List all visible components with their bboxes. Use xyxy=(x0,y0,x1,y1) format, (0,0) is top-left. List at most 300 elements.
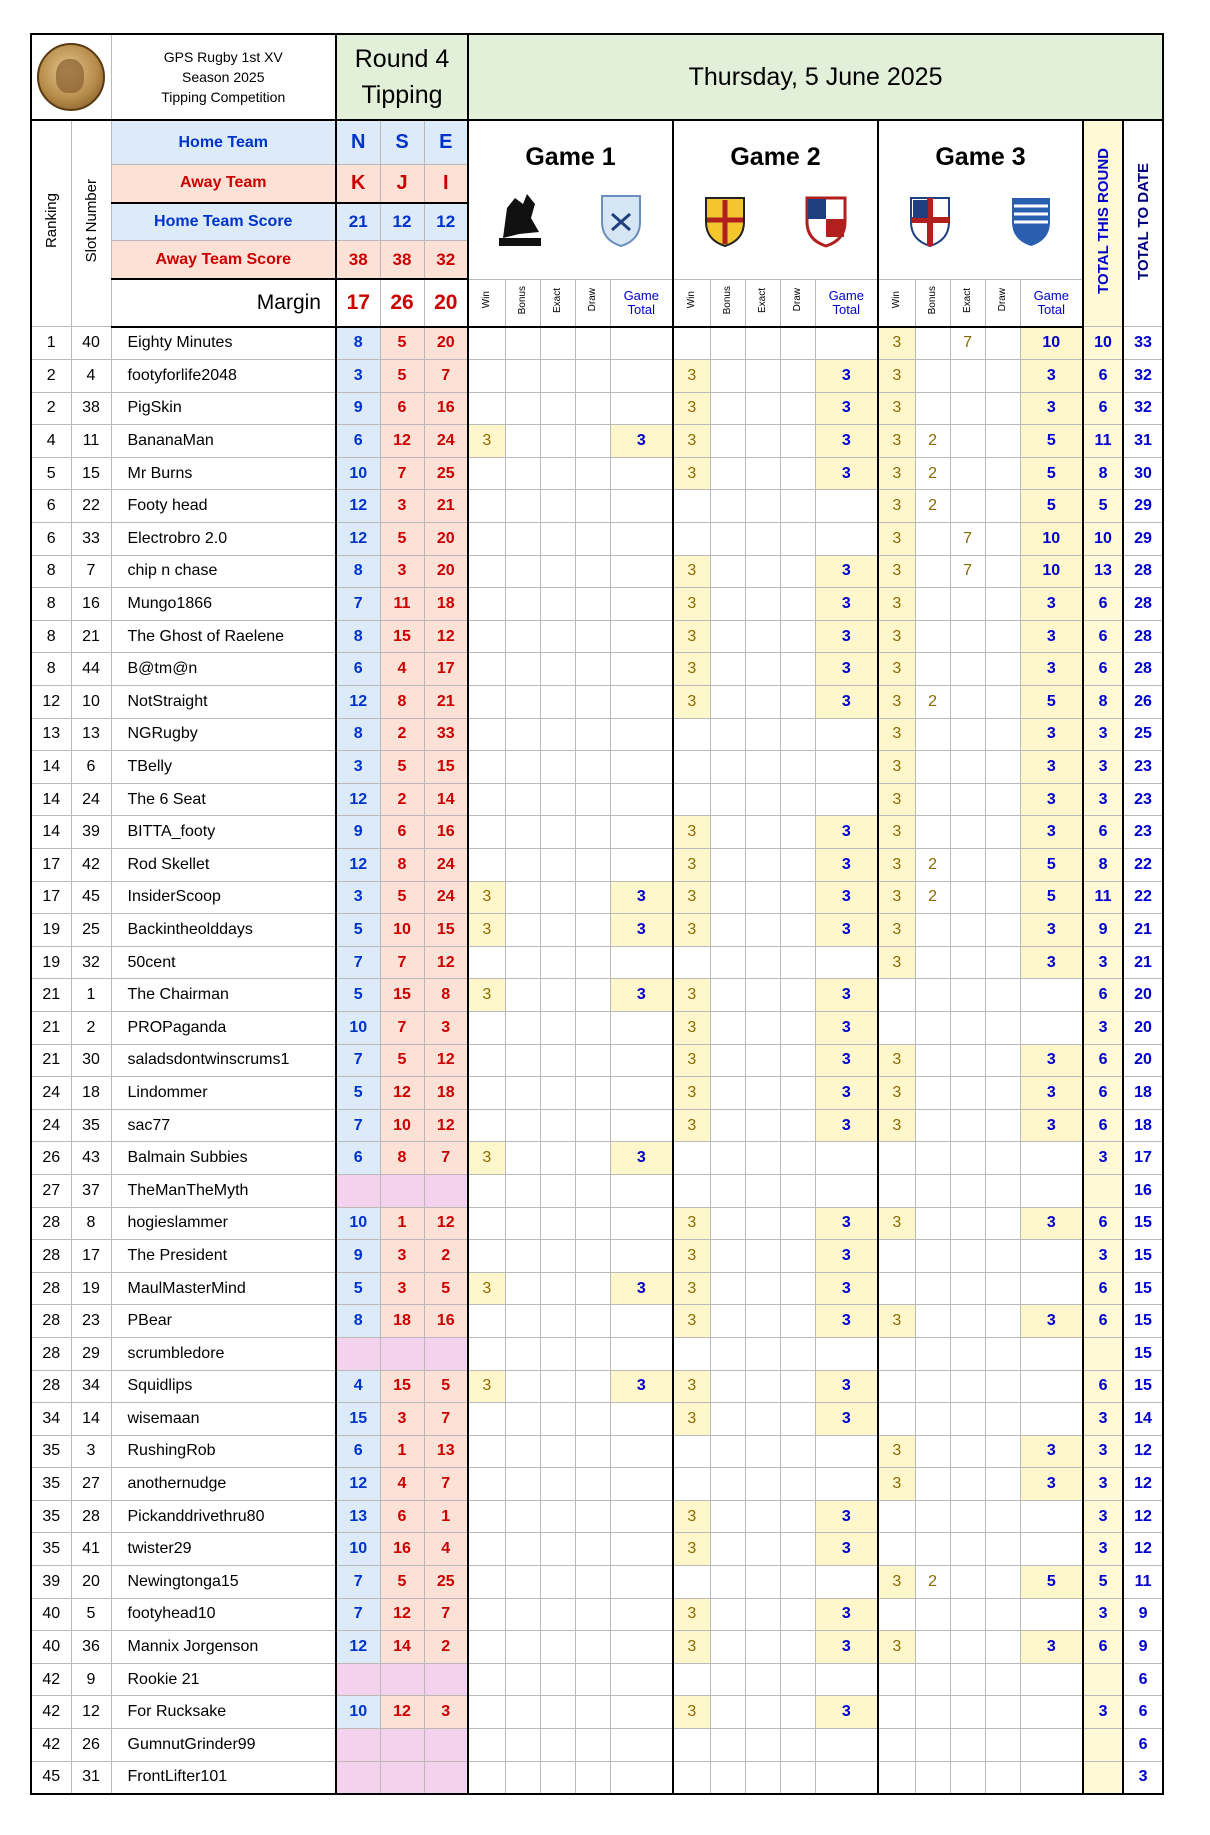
tip-game3-cell: 4 xyxy=(424,1533,468,1566)
game1-total-cell xyxy=(610,1077,673,1110)
total-to-date-cell: 29 xyxy=(1123,490,1163,523)
game3-win-cell xyxy=(878,1142,915,1175)
tip-game2-cell: 7 xyxy=(380,946,424,979)
table-row xyxy=(31,1729,1163,1762)
game3-draw-cell xyxy=(985,1109,1020,1142)
ranking-cell: 34 xyxy=(31,1403,71,1436)
game3-win-cell: 3 xyxy=(878,457,915,490)
tip-game1-cell xyxy=(336,1663,380,1696)
game2-exact-cell xyxy=(745,816,780,849)
game2-exact-cell xyxy=(745,1077,780,1110)
total-to-date-cell: 28 xyxy=(1123,555,1163,588)
margin-label: Margin xyxy=(111,279,336,326)
game1-total-cell xyxy=(610,718,673,751)
total-to-date-cell: 15 xyxy=(1123,1337,1163,1370)
game2-exact-cell xyxy=(745,523,780,556)
game2-total-cell: 3 xyxy=(815,1370,878,1403)
tip-game1-cell: 4 xyxy=(336,1370,380,1403)
total-to-date-cell: 28 xyxy=(1123,653,1163,686)
g1-win-header xyxy=(468,279,505,326)
slot-cell: 39 xyxy=(71,816,111,849)
game1-exact-cell xyxy=(540,360,575,393)
game3-draw-cell xyxy=(985,425,1020,458)
game3-win-cell: 3 xyxy=(878,718,915,751)
game2-bonus-cell xyxy=(710,1011,745,1044)
game3-exact-cell xyxy=(950,392,985,425)
game1-total-cell xyxy=(610,946,673,979)
tip-game1-cell: 13 xyxy=(336,1500,380,1533)
game3-draw-cell xyxy=(985,523,1020,556)
game2-total-cell: 3 xyxy=(815,653,878,686)
game2-exact-cell xyxy=(745,751,780,784)
table-row xyxy=(31,1663,1163,1696)
game3-total-cell: 3 xyxy=(1020,1109,1083,1142)
slot-cell: 29 xyxy=(71,1337,111,1370)
game1-bonus-cell xyxy=(505,490,540,523)
tip-game3-cell: 7 xyxy=(424,1142,468,1175)
player-name-cell: BananaMan xyxy=(111,425,336,458)
ranking-cell: 35 xyxy=(31,1435,71,1468)
table-row xyxy=(31,653,1163,686)
game1-bonus-cell xyxy=(505,686,540,719)
tip-game1-cell xyxy=(336,1761,380,1794)
game1-draw-cell xyxy=(575,588,610,621)
g2-gt-l1: Game xyxy=(828,287,864,303)
player-name-cell: The Chairman xyxy=(111,979,336,1012)
game2-bonus-cell xyxy=(710,1598,745,1631)
tip-game2-cell: 10 xyxy=(380,914,424,947)
game3-exact-cell xyxy=(950,457,985,490)
game1-bonus-cell xyxy=(505,1370,540,1403)
game1-exact-cell xyxy=(540,1566,575,1599)
game2-exact-cell xyxy=(745,392,780,425)
away-team-score-label: Away Team Score xyxy=(111,241,336,279)
ranking-cell: 42 xyxy=(31,1729,71,1762)
slot-cell: 38 xyxy=(71,392,111,425)
game1-total-cell: 3 xyxy=(610,914,673,947)
ranking-cell: 28 xyxy=(31,1240,71,1273)
game2-draw-cell xyxy=(780,327,815,360)
game1-draw-cell xyxy=(575,1468,610,1501)
player-name-cell: footyhead10 xyxy=(111,1598,336,1631)
total-this-round-cell: 6 xyxy=(1083,620,1123,653)
game2-draw-cell xyxy=(780,881,815,914)
game3-total-cell: 3 xyxy=(1020,1305,1083,1338)
tip-game2-cell: 8 xyxy=(380,1142,424,1175)
tip-game1-cell: 7 xyxy=(336,588,380,621)
game1-win-cell xyxy=(468,1696,505,1729)
game1-total-cell xyxy=(610,620,673,653)
game3-exact-cell xyxy=(950,1729,985,1762)
player-name-cell: For Rucksake xyxy=(111,1696,336,1729)
slot-cell: 19 xyxy=(71,1272,111,1305)
game3-total-cell: 5 xyxy=(1020,881,1083,914)
tip-game1-cell: 10 xyxy=(336,1011,380,1044)
game3-bonus-cell xyxy=(915,620,950,653)
game2-draw-cell xyxy=(780,425,815,458)
game1-win-cell: 3 xyxy=(468,914,505,947)
game3-exact-cell xyxy=(950,1435,985,1468)
slot-cell: 34 xyxy=(71,1370,111,1403)
game1-total-cell xyxy=(610,1468,673,1501)
game2-draw-cell xyxy=(780,490,815,523)
game1-exact-cell xyxy=(540,946,575,979)
game1-draw-cell xyxy=(575,653,610,686)
player-name-cell: scrumbledore xyxy=(111,1337,336,1370)
total-this-round-cell: 3 xyxy=(1083,783,1123,816)
slot-cell: 41 xyxy=(71,1533,111,1566)
game3-draw-cell xyxy=(985,1044,1020,1077)
game3-total-cell: 10 xyxy=(1020,555,1083,588)
game1-draw-cell xyxy=(575,1403,610,1436)
ranking-cell: 1 xyxy=(31,327,71,360)
game1-exact-cell xyxy=(540,1370,575,1403)
game3-exact-cell xyxy=(950,1761,985,1794)
round-line1: Round 4 xyxy=(354,45,450,73)
slot-cell: 9 xyxy=(71,1663,111,1696)
game3-exact-cell xyxy=(950,1044,985,1077)
game3-bonus-cell xyxy=(915,718,950,751)
total-to-date-cell: 20 xyxy=(1123,1044,1163,1077)
game3-exact-cell xyxy=(950,1011,985,1044)
game1-bonus-cell xyxy=(505,1729,540,1762)
game3-win-cell xyxy=(878,1174,915,1207)
game1-bonus-cell xyxy=(505,1337,540,1370)
game1-win-cell: 3 xyxy=(468,881,505,914)
tip-game3-cell: 7 xyxy=(424,360,468,393)
game1-exact-cell xyxy=(540,1011,575,1044)
table-row xyxy=(31,1142,1163,1175)
slot-cell: 2 xyxy=(71,1011,111,1044)
game2-draw-cell xyxy=(780,588,815,621)
tip-game3-cell: 33 xyxy=(424,718,468,751)
game3-exact-cell xyxy=(950,490,985,523)
game2-win-cell xyxy=(673,1174,710,1207)
game1-draw-cell xyxy=(575,1174,610,1207)
game2-win-cell: 3 xyxy=(673,1403,710,1436)
total-to-date-cell: 23 xyxy=(1123,816,1163,849)
game3-total-cell: 3 xyxy=(1020,1044,1083,1077)
game1-bonus-cell xyxy=(505,783,540,816)
game3-bonus-cell xyxy=(915,653,950,686)
total-to-date-cell: 15 xyxy=(1123,1305,1163,1338)
ranking-cell: 40 xyxy=(31,1631,71,1664)
game1-total-cell xyxy=(610,849,673,882)
game2-exact-cell xyxy=(745,1566,780,1599)
game3-exact-cell xyxy=(950,1207,985,1240)
ranking-cell: 40 xyxy=(31,1598,71,1631)
tip-game2-cell: 12 xyxy=(380,1077,424,1110)
ranking-cell: 35 xyxy=(31,1468,71,1501)
tip-game1-cell: 7 xyxy=(336,946,380,979)
tip-game1-cell: 12 xyxy=(336,1631,380,1664)
slot-cell: 1 xyxy=(71,979,111,1012)
game1-exact-cell xyxy=(540,1240,575,1273)
game3-total-cell: 3 xyxy=(1020,718,1083,751)
player-name-cell: The President xyxy=(111,1240,336,1273)
game2-draw-cell xyxy=(780,1533,815,1566)
game2-draw-cell xyxy=(780,457,815,490)
tip-game3-cell: 5 xyxy=(424,1272,468,1305)
game1-draw-cell xyxy=(575,686,610,719)
game1-bonus-cell xyxy=(505,1044,540,1077)
game1-total-cell xyxy=(610,1337,673,1370)
total-to-date-cell: 29 xyxy=(1123,523,1163,556)
player-name-cell: sac77 xyxy=(111,1109,336,1142)
table-row xyxy=(31,1761,1163,1794)
game2-win-cell: 3 xyxy=(673,588,710,621)
game2-exact-cell xyxy=(745,1598,780,1631)
slot-number-label: Slot Number xyxy=(82,179,100,263)
game1-draw-cell xyxy=(575,457,610,490)
game2-exact-cell xyxy=(745,979,780,1012)
game2-exact-cell xyxy=(745,457,780,490)
g1-win-label: Win xyxy=(481,291,493,309)
game3-exact-cell xyxy=(950,425,985,458)
game1-exact-cell xyxy=(540,1468,575,1501)
g2-exact-label: Exact xyxy=(757,287,769,313)
game2-total-cell xyxy=(815,718,878,751)
game1-win-cell xyxy=(468,1566,505,1599)
tip-game1-cell: 7 xyxy=(336,1109,380,1142)
game3-home-code: E xyxy=(424,120,468,165)
player-name-cell: anothernudge xyxy=(111,1468,336,1501)
game2-bonus-cell xyxy=(710,653,745,686)
tip-game3-cell: 24 xyxy=(424,849,468,882)
g3-win-header xyxy=(878,279,915,326)
game2-header xyxy=(673,120,878,279)
table-row xyxy=(31,1598,1163,1631)
game1-bonus-cell xyxy=(505,1272,540,1305)
game2-draw-cell xyxy=(780,1696,815,1729)
slot-cell: 13 xyxy=(71,718,111,751)
slot-cell: 27 xyxy=(71,1468,111,1501)
game1-draw-cell xyxy=(575,1566,610,1599)
game3-total-cell xyxy=(1020,1011,1083,1044)
game2-exact-cell xyxy=(745,1305,780,1338)
home-team-score-label: Home Team Score xyxy=(111,203,336,241)
g1-exact-label: Exact xyxy=(552,287,564,313)
ranking-cell: 19 xyxy=(31,946,71,979)
total-this-round-cell: 6 xyxy=(1083,979,1123,1012)
game1-bonus-cell xyxy=(505,1142,540,1175)
game1-exact-cell xyxy=(540,1663,575,1696)
game1-bonus-cell xyxy=(505,457,540,490)
ranking-cell: 8 xyxy=(31,653,71,686)
game1-total-cell: 3 xyxy=(610,881,673,914)
game3-bonus-cell xyxy=(915,1403,950,1436)
tip-game1-cell: 8 xyxy=(336,718,380,751)
game2-bonus-cell xyxy=(710,490,745,523)
game2-win-cell xyxy=(673,1142,710,1175)
total-this-round-cell xyxy=(1083,1174,1123,1207)
player-name-cell: PBear xyxy=(111,1305,336,1338)
game1-win-cell xyxy=(468,523,505,556)
game2-exact-cell xyxy=(745,1370,780,1403)
game3-bonus-cell xyxy=(915,1011,950,1044)
tip-game2-cell: 5 xyxy=(380,327,424,360)
game3-draw-cell xyxy=(985,718,1020,751)
game1-bonus-cell xyxy=(505,1435,540,1468)
tip-game1-cell: 8 xyxy=(336,327,380,360)
game1-bonus-cell xyxy=(505,751,540,784)
game2-exact-cell xyxy=(745,653,780,686)
game2-total-cell xyxy=(815,1337,878,1370)
game2-exact-cell xyxy=(745,1207,780,1240)
competition-line1: GPS Rugby 1st XV xyxy=(163,49,283,65)
ranking-cell: 4 xyxy=(31,425,71,458)
tip-game1-cell: 3 xyxy=(336,360,380,393)
tip-game2-cell: 5 xyxy=(380,360,424,393)
table-row xyxy=(31,1631,1163,1664)
game3-exact-cell xyxy=(950,1533,985,1566)
game2-bonus-cell xyxy=(710,392,745,425)
total-this-round-cell: 6 xyxy=(1083,392,1123,425)
total-to-date-cell: 32 xyxy=(1123,360,1163,393)
game2-total-cell: 3 xyxy=(815,620,878,653)
total-to-date-cell: 28 xyxy=(1123,620,1163,653)
tip-game1-cell: 8 xyxy=(336,1305,380,1338)
game2-bonus-cell xyxy=(710,1500,745,1533)
game3-win-cell xyxy=(878,1403,915,1436)
total-this-round-cell: 6 xyxy=(1083,1044,1123,1077)
game1-exact-cell xyxy=(540,457,575,490)
total-this-round-cell: 6 xyxy=(1083,1077,1123,1110)
total-to-date-cell: 15 xyxy=(1123,1240,1163,1273)
tip-game2-cell: 6 xyxy=(380,816,424,849)
table-row xyxy=(31,686,1163,719)
game2-bonus-cell xyxy=(710,1663,745,1696)
game3-draw-cell xyxy=(985,1566,1020,1599)
table-row xyxy=(31,1566,1163,1599)
game2-draw-cell xyxy=(780,979,815,1012)
game3-win-cell: 3 xyxy=(878,1631,915,1664)
game1-win-cell xyxy=(468,1761,505,1794)
player-name-cell: RushingRob xyxy=(111,1435,336,1468)
game2-bonus-cell xyxy=(710,816,745,849)
tip-game3-cell: 25 xyxy=(424,1566,468,1599)
tip-game2-cell: 10 xyxy=(380,1109,424,1142)
game1-total-cell xyxy=(610,1696,673,1729)
game1-win-cell: 3 xyxy=(468,1370,505,1403)
game3-win-cell xyxy=(878,1761,915,1794)
game1-total-cell xyxy=(610,457,673,490)
game3-exact-cell xyxy=(950,1468,985,1501)
game3-draw-cell xyxy=(985,653,1020,686)
game2-total-cell: 3 xyxy=(815,1240,878,1273)
game1-total-cell xyxy=(610,1174,673,1207)
tip-game1-cell: 10 xyxy=(336,457,380,490)
total-this-round-cell: 5 xyxy=(1083,490,1123,523)
game3-win-cell: 3 xyxy=(878,1566,915,1599)
g1-draw-label: Draw xyxy=(587,288,599,312)
table-row xyxy=(31,588,1163,621)
tip-game3-cell: 20 xyxy=(424,555,468,588)
total-this-round-cell: 3 xyxy=(1083,718,1123,751)
player-name-cell: hogieslammer xyxy=(111,1207,336,1240)
game2-exact-cell xyxy=(745,1011,780,1044)
tip-game3-cell: 7 xyxy=(424,1598,468,1631)
g3-draw-header xyxy=(985,279,1020,326)
game2-draw-cell xyxy=(780,783,815,816)
game3-total-cell: 5 xyxy=(1020,686,1083,719)
game2-exact-cell xyxy=(745,1403,780,1436)
game3-bonus-cell xyxy=(915,555,950,588)
game1-total-cell xyxy=(610,360,673,393)
total-to-date-cell: 17 xyxy=(1123,1142,1163,1175)
game2-win-cell: 3 xyxy=(673,1044,710,1077)
game2-exact-cell xyxy=(745,1044,780,1077)
game3-draw-cell xyxy=(985,783,1020,816)
game3-win-cell: 3 xyxy=(878,1109,915,1142)
game2-draw-cell xyxy=(780,1109,815,1142)
tip-game2-cell: 1 xyxy=(380,1207,424,1240)
ranking-cell: 17 xyxy=(31,881,71,914)
game1-total-cell xyxy=(610,555,673,588)
slot-cell: 11 xyxy=(71,425,111,458)
game1-win-cell xyxy=(468,620,505,653)
game3-bonus-cell: 2 xyxy=(915,881,950,914)
tip-game3-cell: 24 xyxy=(424,425,468,458)
game3-total-cell: 3 xyxy=(1020,1631,1083,1664)
total-to-date-cell: 6 xyxy=(1123,1729,1163,1762)
game2-exact-cell xyxy=(745,783,780,816)
game2-total-cell xyxy=(815,1435,878,1468)
game3-win-cell xyxy=(878,1337,915,1370)
game1-win-cell: 3 xyxy=(468,979,505,1012)
game1-draw-cell xyxy=(575,1305,610,1338)
game2-bonus-cell xyxy=(710,1272,745,1305)
tip-game2-cell: 5 xyxy=(380,1044,424,1077)
game1-win-cell: 3 xyxy=(468,1142,505,1175)
game2-total-cell xyxy=(815,1468,878,1501)
total-to-date-cell: 21 xyxy=(1123,946,1163,979)
ranking-cell: 14 xyxy=(31,751,71,784)
g1-bonus-header xyxy=(505,279,540,326)
game3-total-cell xyxy=(1020,1500,1083,1533)
game1-win-cell xyxy=(468,327,505,360)
table-row xyxy=(31,1533,1163,1566)
game1-total-cell xyxy=(610,490,673,523)
tip-game2-cell: 1 xyxy=(380,1435,424,1468)
game3-bonus-cell xyxy=(915,1598,950,1631)
table-row xyxy=(31,1109,1163,1142)
game1-away-score: 38 xyxy=(336,241,380,279)
game2-draw-cell xyxy=(780,1044,815,1077)
g1-gt-l2: Total xyxy=(627,301,655,317)
game2-win-cell: 3 xyxy=(673,1207,710,1240)
game3-draw-cell xyxy=(985,1174,1020,1207)
total-this-round-cell: 6 xyxy=(1083,1272,1123,1305)
game1-win-cell xyxy=(468,1109,505,1142)
game1-win-cell xyxy=(468,1631,505,1664)
game2-bonus-cell xyxy=(710,1337,745,1370)
table-row xyxy=(31,1468,1163,1501)
tip-game2-cell: 18 xyxy=(380,1305,424,1338)
game3-exact-cell xyxy=(950,751,985,784)
slot-cell: 45 xyxy=(71,881,111,914)
player-name-cell: saladsdontwinscrums1 xyxy=(111,1044,336,1077)
game3-win-cell xyxy=(878,1272,915,1305)
game2-draw-cell xyxy=(780,686,815,719)
ranking-cell: 26 xyxy=(31,1142,71,1175)
game1-total-cell: 3 xyxy=(610,1272,673,1305)
game3-bonus-cell xyxy=(915,392,950,425)
home-team-label: Home Team xyxy=(111,120,336,165)
game1-exact-cell xyxy=(540,425,575,458)
ranking-cell: 17 xyxy=(31,849,71,882)
game1-bonus-cell xyxy=(505,1761,540,1794)
